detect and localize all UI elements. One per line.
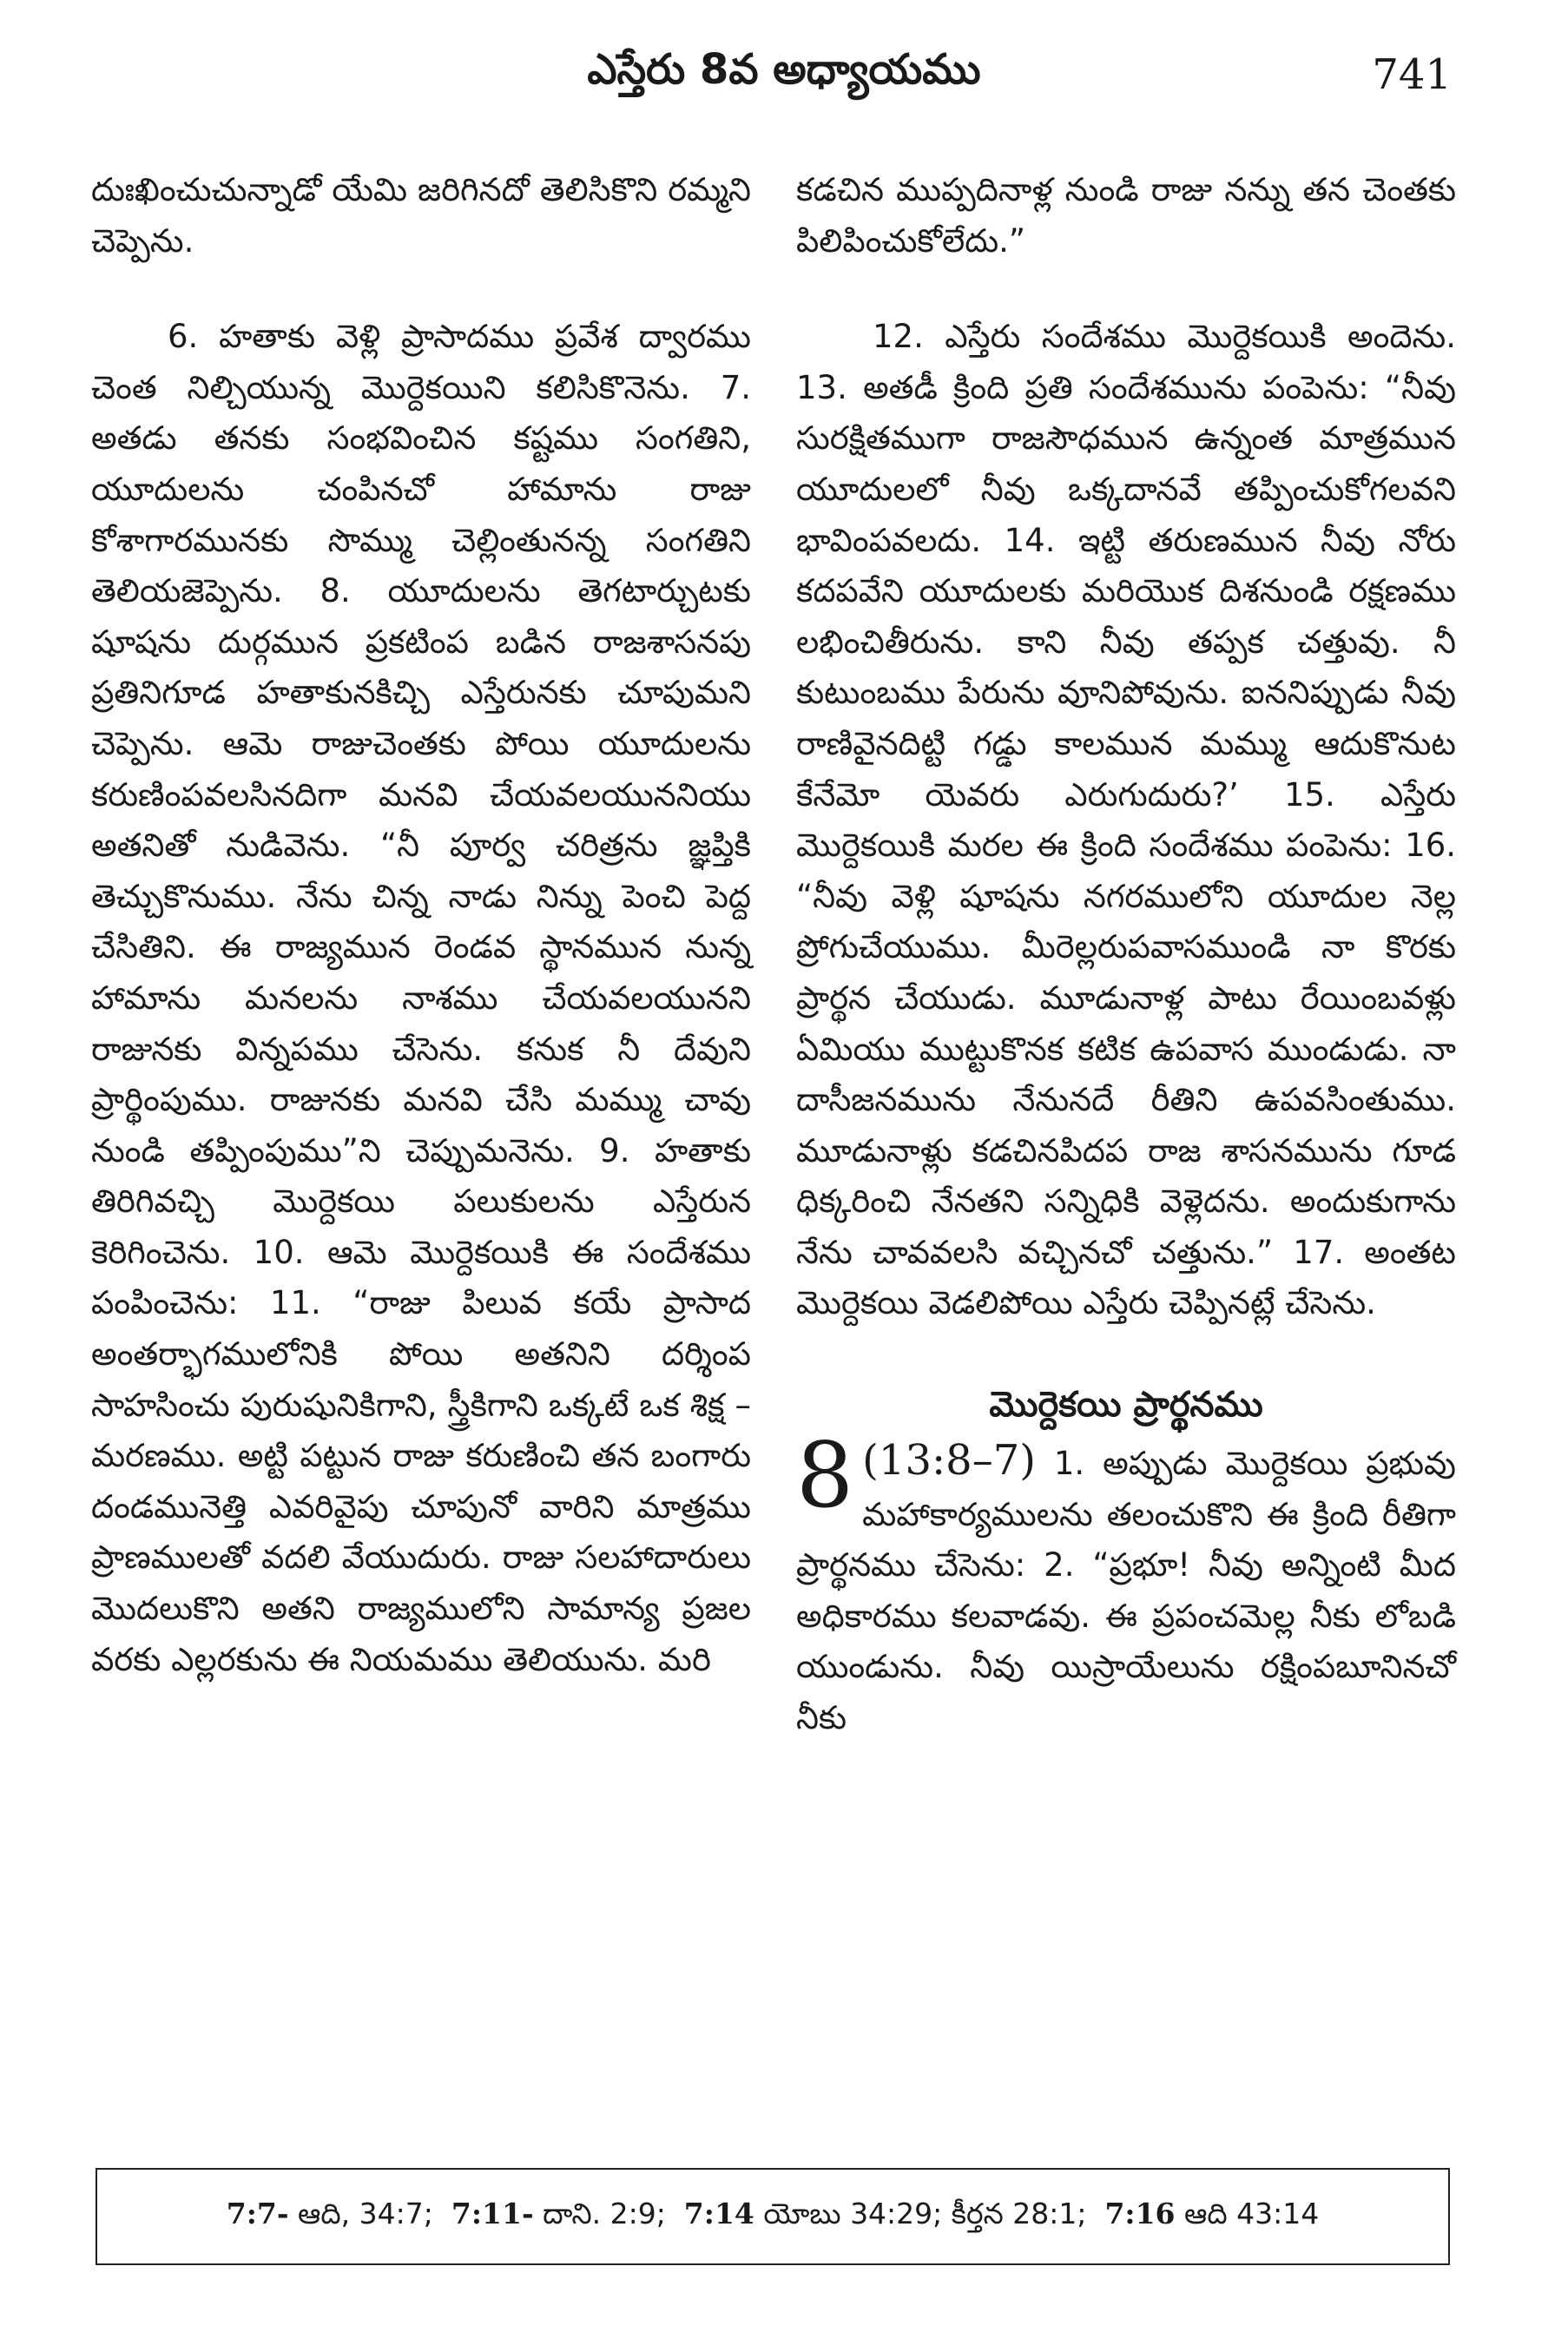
paragraph: 6. హతాకు వెళ్లి ప్రాసాదము ప్రవేశ ద్వారము చెంత నిల్చియున్న మొర్దెకయిని కలిసికొనెను. 7. అతడు తనకు సంభవించిన కష్టము సంగతిని, యూదులను చంపినచో హామాను రాజు కోశాగారమునకు సొమ్ము చెల్లింతునన్న సంగతిని తెలియజెప్పెను. 8. యూదులను తెగటార్చుటకు షూషను దుర్గమున ప్రకటింప బడిన రాజశాసనపు ప్రతినిగూడ హతాకునకిచ్చి ఎస్తేరునకు చూపుమని చెప్పెను. ఆమె రాజుచెంతకు పోయి యూదులను కరుణింపవలసినదిగా మనవి చేయవలయుననియు అతనితో నుడివెను. “నీ పూర్వ చరిత్రను జ్ఞప్తికి తెచ్చుకొనుము. నేను చిన్న నాడు నిన్ను పెంచి పెద్ద చేసితిని. ఈ రాజ్యమున రెండవ స్థానమున నున్న హామాను మనలను నాశము చేయవలయునని రాజునకు విన్నపము చేసెను. కనుక నీ దేవుని ప్రార్థింపుము. రాజునకు మనవి చేసి మమ్ము చావు నుండి తప్పింపుము”ని చెప్పుమనెను. 9. హతాకు తిరిగివచ్చి మొర్దెకయి పలుకులను ఎస్తేరున కెరిగించెను. 10. ఆమె మొర్దెకయికి ఈ సందేశము పంపించెను: 11. “రాజు పిలువ కయే ప్రాసాద అంతర్భాగములోనికి పోయి అతనిని దర్శింప సాహసించు పురుషునికిగాని, స్త్రీకిగాని ఒక్కటే ఒక శిక్ష – మరణము. అట్టి పట్టున రాజు కరుణించి తన బంగారు దండమునెత్తి ఎవరివైపు చూపునో వారిని మాత్రము ప్రాణములతో వదలి వేయుదురు. రాజు సలహాదారులు మొదలుకొని అతని రాజ్యములోని సామాన్య ప్రజల వరకు ఎల్లరకును ఈ నియమము తెలియును. మరి bbox=[91, 318, 751, 1678]
footnote-ref: 7:11- bbox=[451, 2196, 534, 2230]
chapter-reference: (13:8–7) bbox=[862, 1436, 1036, 1486]
paragraph: దుఃఖించుచున్నాడో యేమి జరిగినదో తెలిసికొని రమ్మని చెప్పెను. bbox=[91, 171, 751, 260]
page-number: 741 bbox=[1372, 50, 1452, 99]
chapter-number: 8 bbox=[796, 1422, 854, 1529]
footnote-ref: 7:16 bbox=[1104, 2196, 1176, 2230]
footnote-box bbox=[96, 2168, 1450, 2265]
footnote-text: దాని. 2:9; bbox=[543, 2196, 666, 2230]
footnote-text: ఆది, 34:7; bbox=[298, 2196, 433, 2230]
chapter-opening bbox=[796, 1422, 1456, 1744]
page-header bbox=[0, 0, 1568, 130]
footnote-ref: 7:14 bbox=[683, 2196, 754, 2230]
footnote-text: యోబు 34:29; కీర్తన 28:1; bbox=[763, 2196, 1087, 2230]
section-heading: మొర్దెకయి ప్రార్థనము bbox=[989, 1385, 1263, 1426]
paragraph: 1. అప్పుడు మొర్దెకయి ప్రభువు మహాకార్యములను తలంచుకొని ఈ క్రింది రీతిగా ప్రార్థనము చేసెను: 2. “ప్రభూ! నీవు అన్నింటి మీద అధికారము కలవాడవు. ఈ ప్రపంచమెల్ల నీకు లోబడి యుండును. నీవు యిస్రాయేలును రక్షింపబూనినచో నీకు bbox=[796, 1445, 1456, 1737]
running-title: ఎస్తేరు 8వ అధ్యాయము bbox=[587, 45, 981, 94]
left-column bbox=[91, 165, 751, 1685]
paragraph: కడచిన ముప్పదినాళ్ల నుండి రాజు నన్ను తన చెంతకు పిలిపించుకోలేదు.” bbox=[796, 171, 1456, 260]
footnote-ref: 7:7- bbox=[226, 2196, 289, 2230]
footnote-text: ఆది 43:14 bbox=[1184, 2196, 1320, 2230]
paragraph: 12. ఎస్తేరు సందేశము మొర్దెకయికి అందెను. 13. అతడీ క్రింది ప్రతి సందేశమును పంపెను: “నీవు సురక్షితముగా రాజసౌధమున ఉన్నంత మాత్రమున యూదులలో నీవు ఒక్కదానవే తప్పించుకోగలవని భావింపవలదు. 14. ఇట్టి తరుణమున నీవు నోరు కదపవేని యూదులకు మరియొక దిశనుండి రక్షణము లభించితీరును. కాని నీవు తప్పక చత్తువు. నీ కుటుంబము పేరును వూనిపోవును. ఐననిప్పుడు నీవు రాణివైనదిట్టి గడ్డు కాలమున మమ్ము ఆదుకొనుట కేనేమో యెవరు ఎరుగుదురు?’ 15. ఎస్తేరు మొర్దెకయికి మరల ఈ క్రింది సందేశము పంపెను: 16. “నీవు వెళ్లి షూషను నగరములోని యూదుల నెల్ల ప్రోగుచేయుము. మీరెల్లరుపవాసముండి నా కొరకు ప్రార్థన చేయుడు. మూడునాళ్ల పాటు రేయింబవళ్లు ఏమియు ముట్టుకొనక కటిక ఉపవాస ముండుడు. నా దాసీజనమును నేనునదే రీతిని ఉపవసింతుము. మూడునాళ్లు కడచినపిదప రాజ శాసనమును గూడ ధిక్కరించి నేనతని సన్నిధికి వెళ్లెదను. అందుకుగాను నేను చావవలసి వచ్చినచో చత్తును.” 17. అంతట మొర్దెకయి వెడలిపోయి ఎస్తేరు చెప్పినట్లే చేసెను. bbox=[796, 318, 1456, 1322]
right-column bbox=[796, 165, 1456, 1744]
